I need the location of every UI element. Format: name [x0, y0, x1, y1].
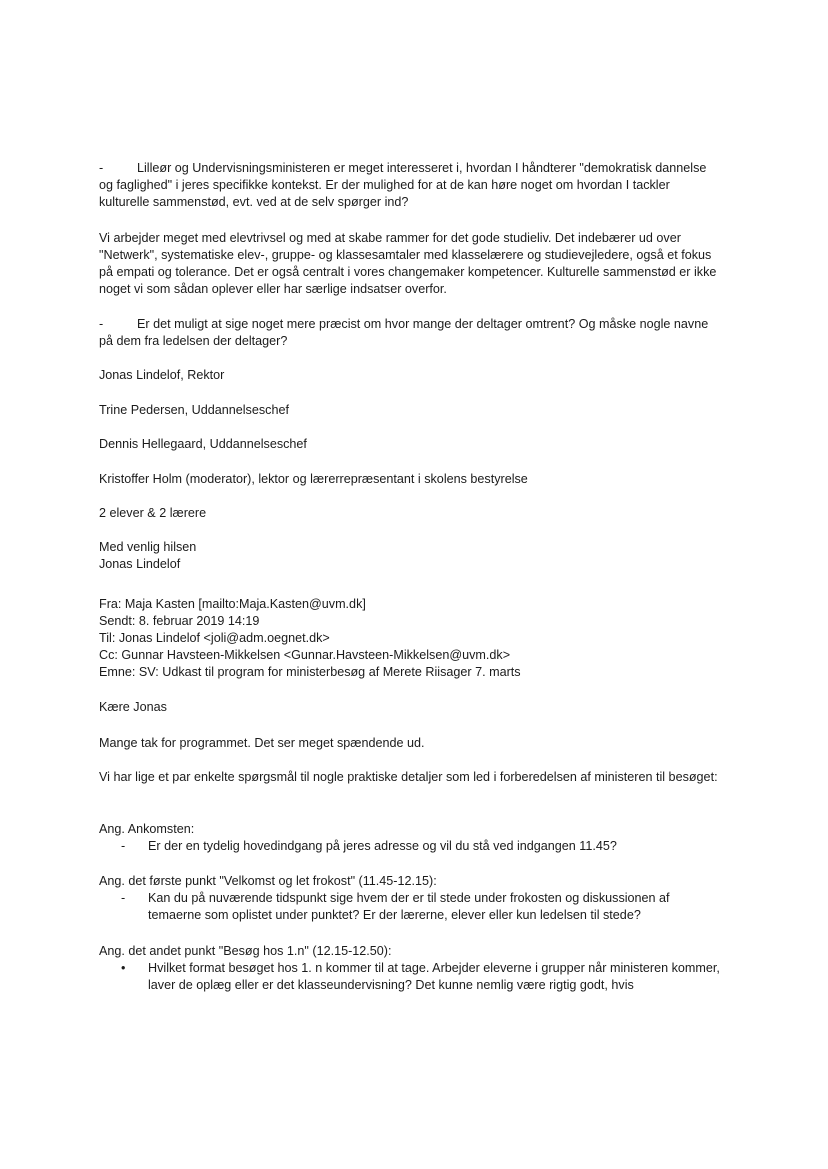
bullet-marker: -: [99, 161, 104, 175]
signoff: [99, 539, 719, 573]
participant-students-teachers: 2 elever & 2 lærere: [99, 506, 207, 520]
bullet-marker: •: [121, 961, 126, 975]
answer-1: Vi arbejder meget med elevtrivsel og med at skabe rammer for det gode studieliv. Det indebærer ud over "Netwerk", systematiske elev-, gruppe- og klassesamtaler med klasselærere og studievejledere, også et fokus på empati og tolerance. Det er også centralt i vores changemaker kompetencer. Kulturelle sammenstød er ikke noget vi som sådan oplever eller har særlige indsatser overfor.: [99, 231, 717, 296]
section-heading-welcome: Ang. det første punkt "Velkomst og let frokost" (11.45-12.15):: [99, 874, 437, 888]
intro-paragraph: Vi har lige et par enkelte spørgsmål til nogle praktiske detaljer som led i forberedelsen af ministeren til besøget:: [99, 770, 718, 784]
bullet-marker: -: [121, 891, 126, 905]
question-1: [99, 160, 719, 211]
section-heading-visit: Ang. det andet punkt "Besøg hos 1.n" (12.15-12.50):: [99, 944, 392, 958]
section-item-welcome: [121, 890, 721, 924]
email-sent: Sendt: 8. februar 2019 14:19: [99, 614, 260, 628]
participant-uddannelseschef-1: Trine Pedersen, Uddannelseschef: [99, 403, 289, 417]
section-item-text: Er der en tydelig hovedindgang på jeres adresse og vil du stå ved indgangen 11.45?: [148, 839, 617, 853]
email-from: Fra: Maja Kasten [mailto:Maja.Kasten@uvm.dk]: [99, 597, 366, 611]
section-item-arrival: [121, 838, 721, 855]
question-1-text: Lilleør og Undervisningsministeren er meget interesseret i, hvordan I håndterer "demokratisk dannelse og faglighed" i jeres specifikke kontekst. Er der mulighed for at de kan høre noget om hvordan I tackler kulturelle sammenstød, evt. ved at de selv spørger ind?: [99, 161, 707, 209]
section-heading-arrival: Ang. Ankomsten:: [99, 822, 195, 836]
thanks-line: Mange tak for programmet. Det ser meget spændende ud.: [99, 736, 425, 750]
email-header: [99, 596, 719, 681]
signoff-greeting: Med venlig hilsen: [99, 540, 197, 554]
email-cc: Cc: Gunnar Havsteen-Mikkelsen <Gunnar.Havsteen-Mikkelsen@uvm.dk>: [99, 648, 511, 662]
question-2-text: Er det muligt at sige noget mere præcist om hvor mange der deltager omtrent? Og måske nogle navne på dem fra ledelsen der deltager?: [99, 317, 709, 348]
email-to: Til: Jonas Lindelof <joli@adm.oegnet.dk>: [99, 631, 330, 645]
email-subject: Emne: SV: Udkast til program for ministerbesøg af Merete Riisager 7. marts: [99, 665, 521, 679]
section-item-visit: [121, 960, 721, 994]
participant-rektor: Jonas Lindelof, Rektor: [99, 368, 225, 382]
bullet-marker: -: [121, 839, 126, 853]
section-item-text: Hvilket format besøget hos 1. n kommer til at tage. Arbejder eleverne i grupper når ministeren kommer, laver de oplæg eller er det klasseundervisning? Det kunne nemlig være rigtig godt, hvis: [148, 961, 720, 992]
signoff-name: Jonas Lindelof: [99, 557, 181, 571]
question-2: [99, 316, 719, 350]
participant-uddannelseschef-2: Dennis Hellegaard, Uddannelseschef: [99, 437, 307, 451]
bullet-marker: -: [99, 317, 104, 331]
participant-moderator: Kristoffer Holm (moderator), lektor og lærerrepræsentant i skolens bestyrelse: [99, 472, 528, 486]
section-item-text: Kan du på nuværende tidspunkt sige hvem der er til stede under frokosten og diskussionen af temaerne som oplistet under punktet? Er der lærerne, elever eller kun ledelsen til stede?: [148, 891, 670, 922]
salutation: Kære Jonas: [99, 700, 167, 714]
